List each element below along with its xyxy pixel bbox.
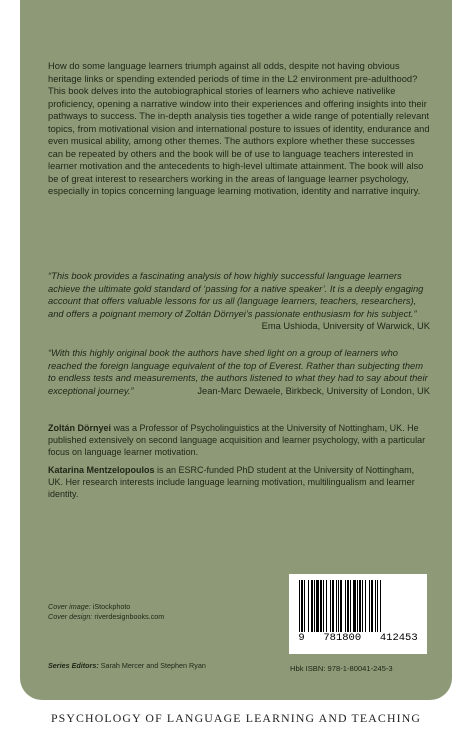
- author-bio-text-2: is an ESRC-funded PhD student at the University of Nottingham, UK. Her research interests include language learning motivation, multilingualism and learner identity.: [48, 465, 415, 500]
- barcode-digit-group-3: 412453: [379, 632, 418, 644]
- barcode-bar: [301, 580, 303, 632]
- barcode-bar: [365, 580, 366, 632]
- barcode-bar: [308, 580, 309, 632]
- cover-design-label: Cover design:: [48, 611, 93, 621]
- author-bio-2: [48, 464, 430, 501]
- barcode-bar: [357, 580, 358, 632]
- barcode-bar: [338, 580, 339, 632]
- author-bio-1: [48, 422, 430, 459]
- barcode-bar: [332, 580, 334, 632]
- barcode-bars: [295, 580, 421, 632]
- barcode-bar: [377, 580, 378, 632]
- endorsement-attribution-2: Jean-Marc Dewaele, Birkbeck, University of London, UK: [197, 386, 430, 396]
- barcode-bar: [340, 580, 342, 632]
- isbn-text: Hbk ISBN: 978-1-80041-245-3: [290, 664, 393, 673]
- cover-design-value: riverdesignbooks.com: [94, 611, 165, 621]
- barcode-digit-group-1: 9: [298, 632, 305, 644]
- barcode-bar: [359, 580, 361, 632]
- barcode-bar: [380, 580, 381, 632]
- cover-credits: [48, 602, 164, 622]
- cover-image-value: iStockphoto: [92, 602, 131, 611]
- book-blurb: How do some language learners triumph against all odds, despite not having obvious heritage links or spending extended periods of time in the L2 environment pre-adulthood? This book delves into the autobiographical stories of learners who achieve nativelike proficiency, opening a narrative window into their experiences and offering insights into their pathways to success. The in-depth analysis ties together a wide range of potentially relevant topics, from motivational vision and international posture to issues of identity, endurance and even musical ability, among other themes. The authors explore whether these successes can be repeated by others and the book will be of use to language teachers interested in learner motivation and the antecedents to high-level ultimate attainment. The book will also be of great interest to researchers working in the areas of language learner psychology, especially in topics concerning language learning motivation, identity and narrative inquiry.: [48, 61, 430, 197]
- barcode-bar: [330, 580, 331, 632]
- barcode-bar: [304, 580, 305, 632]
- barcode-bar: [345, 580, 346, 632]
- barcode-digit-group-2: 781800: [323, 632, 362, 644]
- author-name-2: Katarina Mentzelopoulos: [48, 465, 155, 475]
- endorsement-quote-2: “With this highly original book the authors have shed light on a group of learners who reached the foreign language equivalent of the top of Everest. Rather than subjecting them to endless tests and measurements, the authors listened to what they had to say about their exceptional journey.”: [48, 348, 428, 396]
- cover-image-label: Cover image:: [48, 602, 91, 611]
- barcode-bar: [314, 580, 315, 632]
- barcode-bar: [350, 580, 351, 632]
- barcode-bar: [316, 580, 319, 632]
- barcode-bar: [326, 580, 327, 632]
- author-bio-text-1: was a Professor of Psycholinguistics at the University of Nottingham, UK. He published extensively on second language acquisition and learner psychology, with a particular focus on language learner motivation.: [48, 423, 426, 458]
- endorsement-quote-1: “This book provides a fascinating analysis of how highly successful language learners achieve the ultimate gold standard of ‘passing for a native speaker’. It is a deeply engaging account that offers valuable lessons for us all (language learners, teachers, researchers), and offers a poignant memory of Zoltán Dörnyei’s passionate enthusiasm for his subject.”: [48, 271, 424, 319]
- barcode-digits: [289, 632, 427, 644]
- barcode-bar: [323, 580, 324, 632]
- barcode-bar: [369, 580, 370, 632]
- isbn-barcode: [289, 574, 427, 654]
- barcode-bar: [353, 580, 356, 632]
- barcode-bar: [362, 580, 363, 632]
- barcode-bar: [311, 580, 313, 632]
- series-editors-value: Sarah Mercer and Stephen Ryan: [100, 661, 206, 670]
- series-editors-label: Series Editors:: [48, 661, 99, 670]
- barcode-bar: [299, 580, 300, 632]
- barcode-bar: [347, 580, 349, 632]
- endorsement-attribution-1: Ema Ushioda, University of Warwick, UK: [261, 321, 430, 331]
- barcode-bar: [320, 580, 322, 632]
- barcode-bar: [336, 580, 337, 632]
- author-name-1: Zoltán Dörnyei: [48, 423, 112, 433]
- barcode-bar: [375, 580, 376, 632]
- series-title: PSYCHOLOGY OF LANGUAGE LEARNING AND TEACHING: [50, 711, 422, 725]
- barcode-bar: [371, 580, 373, 632]
- series-editors: [48, 661, 206, 671]
